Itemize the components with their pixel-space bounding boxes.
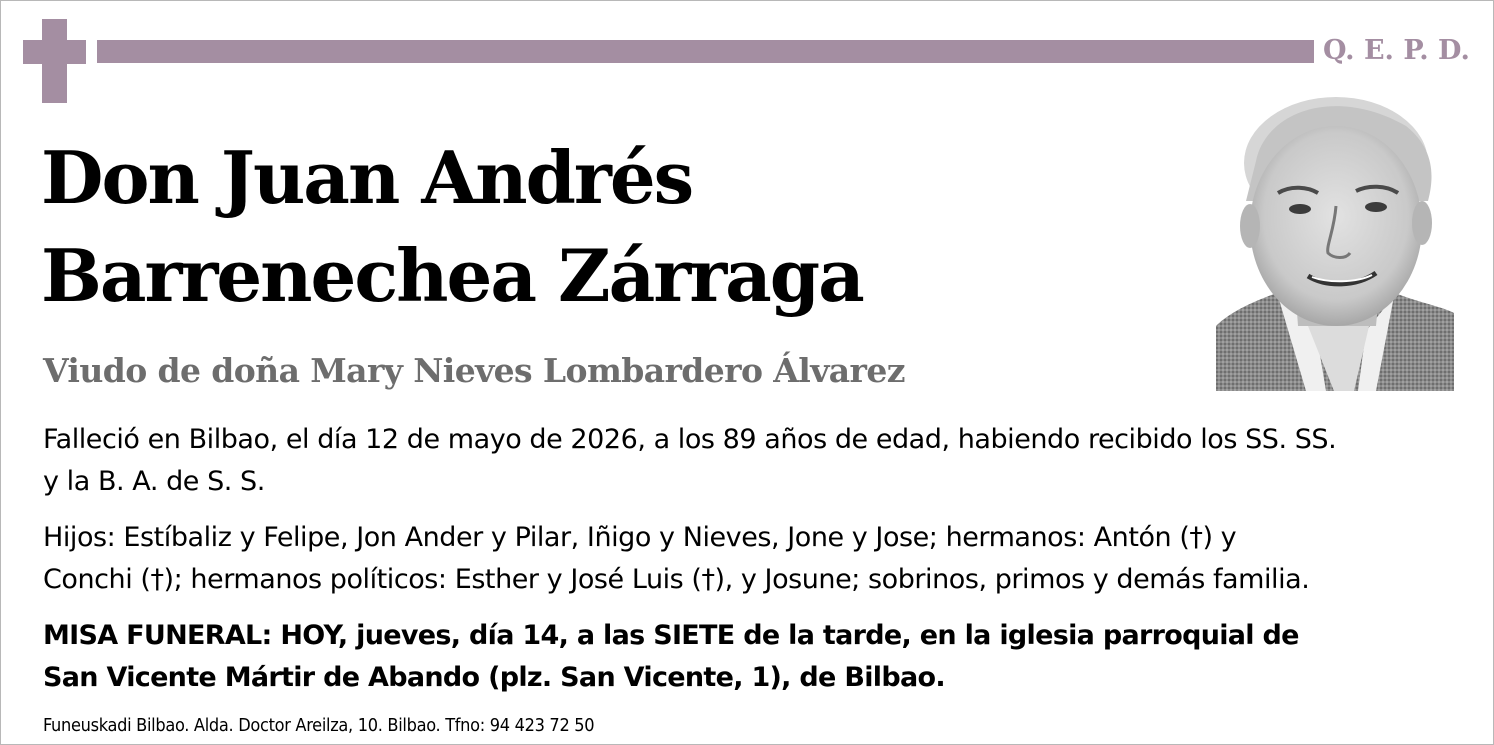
funeral-home-footer: Funeuskadi Bilbao. Alda. Doctor Areilza, 10. Bilbao. Tfno: 94 423 72 50	[43, 715, 595, 736]
qepd-label: Q. E. P. D.	[1323, 35, 1470, 66]
funeral-mass-paragraph	[43, 615, 1463, 699]
header-rule	[97, 40, 1314, 63]
portrait-photo	[1216, 91, 1454, 391]
death-notice-line-2: y la B. A. de S. S.	[43, 466, 265, 497]
widow-subtitle: Viudo de doña Mary Nieves Lombardero Álvarez	[43, 351, 905, 390]
cross-icon-horizontal	[23, 40, 86, 64]
family-paragraph	[43, 517, 1463, 601]
death-notice-line-1: Falleció en Bilbao, el día 12 de mayo de 2026, a los 89 años de edad, habiendo recibido los SS. SS.	[43, 424, 1337, 455]
deceased-name-line-1: Don Juan Andrés	[41, 135, 693, 220]
funeral-mass-line-1: MISA FUNERAL: HOY, jueves, día 14, a las SIETE de la tarde, en la iglesia parroquial de	[43, 620, 1299, 651]
deceased-name-line-2: Barrenechea Zárraga	[41, 233, 863, 318]
family-line-2: Conchi (†); hermanos políticos: Esther y José Luis (†), y Josune; sobrinos, primos y demás familia.	[43, 564, 1310, 595]
deceased-name	[41, 129, 1191, 325]
death-notice-paragraph	[43, 419, 1463, 503]
funeral-mass-line-2: San Vicente Mártir de Abando (plz. San Vicente, 1), de Bilbao.	[43, 662, 945, 693]
family-line-1: Hijos: Estíbaliz y Felipe, Jon Ander y Pilar, Iñigo y Nieves, Jone y Jose; hermanos: Antón (†) y	[43, 522, 1237, 553]
